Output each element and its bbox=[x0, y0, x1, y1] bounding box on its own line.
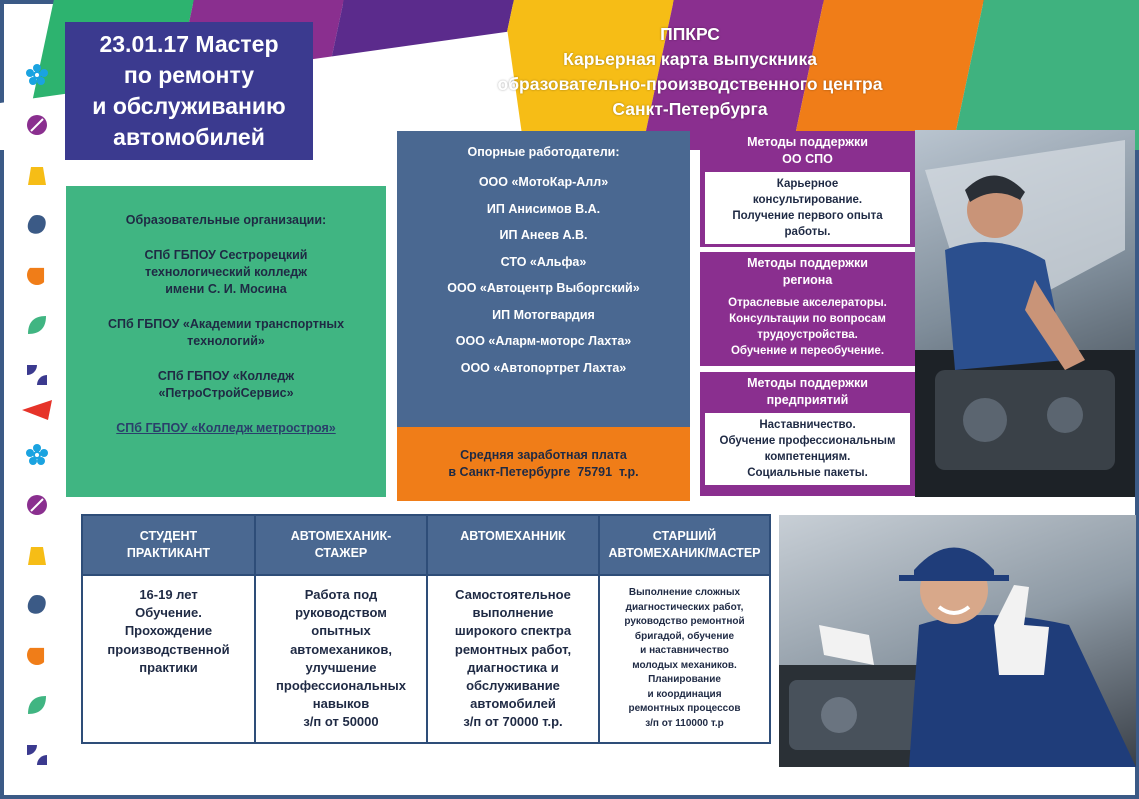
bell-icon bbox=[22, 160, 52, 190]
employer-item: ИП Мотогвардия bbox=[492, 307, 595, 322]
education-org: СПб ГБПОУ Сестрорецкий технологический колледж имени С. И. Мосина bbox=[144, 248, 308, 296]
leaf-icon bbox=[22, 690, 52, 720]
employer-item: ООО «МотоКар-Алл» bbox=[478, 175, 609, 189]
career-stage-header: СТАРШИЙ АВТОМЕХАНИК/МАСТЕР bbox=[600, 516, 769, 576]
drop-icon bbox=[22, 260, 52, 290]
flower-icon bbox=[22, 440, 52, 470]
bell-icon bbox=[22, 540, 52, 570]
employer-item: ООО «Аларм-моторс Лахта» bbox=[455, 334, 632, 348]
leaf-icon bbox=[22, 310, 52, 340]
career-stage-mechanic bbox=[428, 516, 600, 742]
career-stage-description: Работа под руководством опытных автомехаников, улучшение профессиональных навыков з/п от 50000 bbox=[276, 587, 406, 730]
smiling-mechanic-photo bbox=[779, 515, 1136, 767]
education-organizations bbox=[66, 186, 386, 497]
support-body: Наставничество. Обучение профессиональным компетенциям. Социальные пакеты. bbox=[705, 413, 910, 485]
key-employers bbox=[397, 131, 690, 427]
support-heading: Методы поддержки региона bbox=[747, 256, 868, 287]
support-body: Отраслевые акселераторы. Консультации по вопросам трудоустройства. Обучение и переобучение. bbox=[705, 291, 910, 363]
support-methods-region bbox=[700, 252, 915, 366]
salary-line: в Санкт-Петербурге 75791 т.р. bbox=[448, 465, 639, 479]
blob-icon bbox=[22, 210, 52, 240]
career-stage-student bbox=[83, 516, 256, 742]
employers-heading: Опорные работодатели: bbox=[467, 145, 620, 159]
education-heading: Образовательные организации: bbox=[125, 213, 327, 227]
average-salary bbox=[397, 427, 690, 501]
career-stage-description: Самостоятельное выполнение широкого спектра ремонтных работ, диагностика и обслуживание автомобилей з/п от 70000 т.р. bbox=[454, 587, 572, 730]
career-stage-master bbox=[600, 516, 769, 742]
career-path-table bbox=[81, 514, 771, 744]
quarter-icon bbox=[22, 740, 52, 770]
mechanic-engine-photo bbox=[915, 130, 1135, 497]
poster-title-line: Санкт-Петербурга bbox=[612, 99, 768, 119]
support-heading: Методы поддержки ОО СПО bbox=[747, 135, 868, 166]
flower-icon bbox=[22, 60, 52, 90]
support-heading: Методы поддержки предприятий bbox=[747, 376, 868, 407]
career-stage-header: АВТОМЕХАННИК bbox=[428, 516, 598, 576]
profession-title: 23.01.17 Мастер по ремонту и обслуживанию автомобилей bbox=[65, 22, 313, 160]
employer-item: ООО «Автопортрет Лахта» bbox=[460, 360, 627, 375]
employer-item: ООО «Автоцентр Выборгский» bbox=[447, 281, 640, 295]
leaf-icon bbox=[22, 110, 52, 140]
career-stage-header: АВТОМЕХАНИК- СТАЖЕР bbox=[256, 516, 426, 576]
education-org: СПб ГБПОУ «Академии транспортных технологий» bbox=[107, 317, 345, 348]
career-stage-header: СТУДЕНТ ПРАКТИКАНТ bbox=[83, 516, 254, 576]
support-methods-college bbox=[700, 131, 915, 247]
education-org-link[interactable]: СПб ГБПОУ «Колледж метростроя» bbox=[116, 421, 336, 435]
quarter-icon bbox=[22, 360, 52, 390]
drop-icon bbox=[22, 640, 52, 670]
blob-icon bbox=[22, 590, 52, 620]
employer-item: ИП Анеев А.В. bbox=[499, 228, 588, 242]
education-org: СПб ГБПОУ «Колледж «ПетроСтройСервис» bbox=[157, 369, 295, 400]
employer-item: ИП Анисимов В.А. bbox=[486, 201, 601, 216]
poster-title-line: ППКРС bbox=[660, 24, 720, 44]
career-stage-trainee bbox=[256, 516, 428, 742]
employer-item: СТО «Альфа» bbox=[500, 254, 587, 269]
poster-title-line: Карьерная карта выпускника bbox=[563, 49, 817, 69]
support-body: Карьерное консультирование. Получение первого опыта работы. bbox=[705, 172, 910, 244]
career-stage-description: Выполнение сложных диагностических работ, руководство ремонтной бригадой, обучение и наставничество молодых механиков. Планирование и координация ремонтных процессов з/п от 110000 т.р bbox=[624, 587, 745, 729]
poster-title bbox=[430, 22, 950, 122]
leaf-icon bbox=[22, 490, 52, 520]
career-stage-description: 16-19 лет Обучение. Прохождение производственной практики bbox=[107, 587, 230, 675]
triangle-icon bbox=[22, 395, 52, 425]
poster-title-line: образовательно-производственного центра bbox=[497, 74, 883, 94]
support-methods-enterprise bbox=[700, 372, 915, 496]
salary-line: Средняя заработная плата bbox=[460, 448, 627, 462]
